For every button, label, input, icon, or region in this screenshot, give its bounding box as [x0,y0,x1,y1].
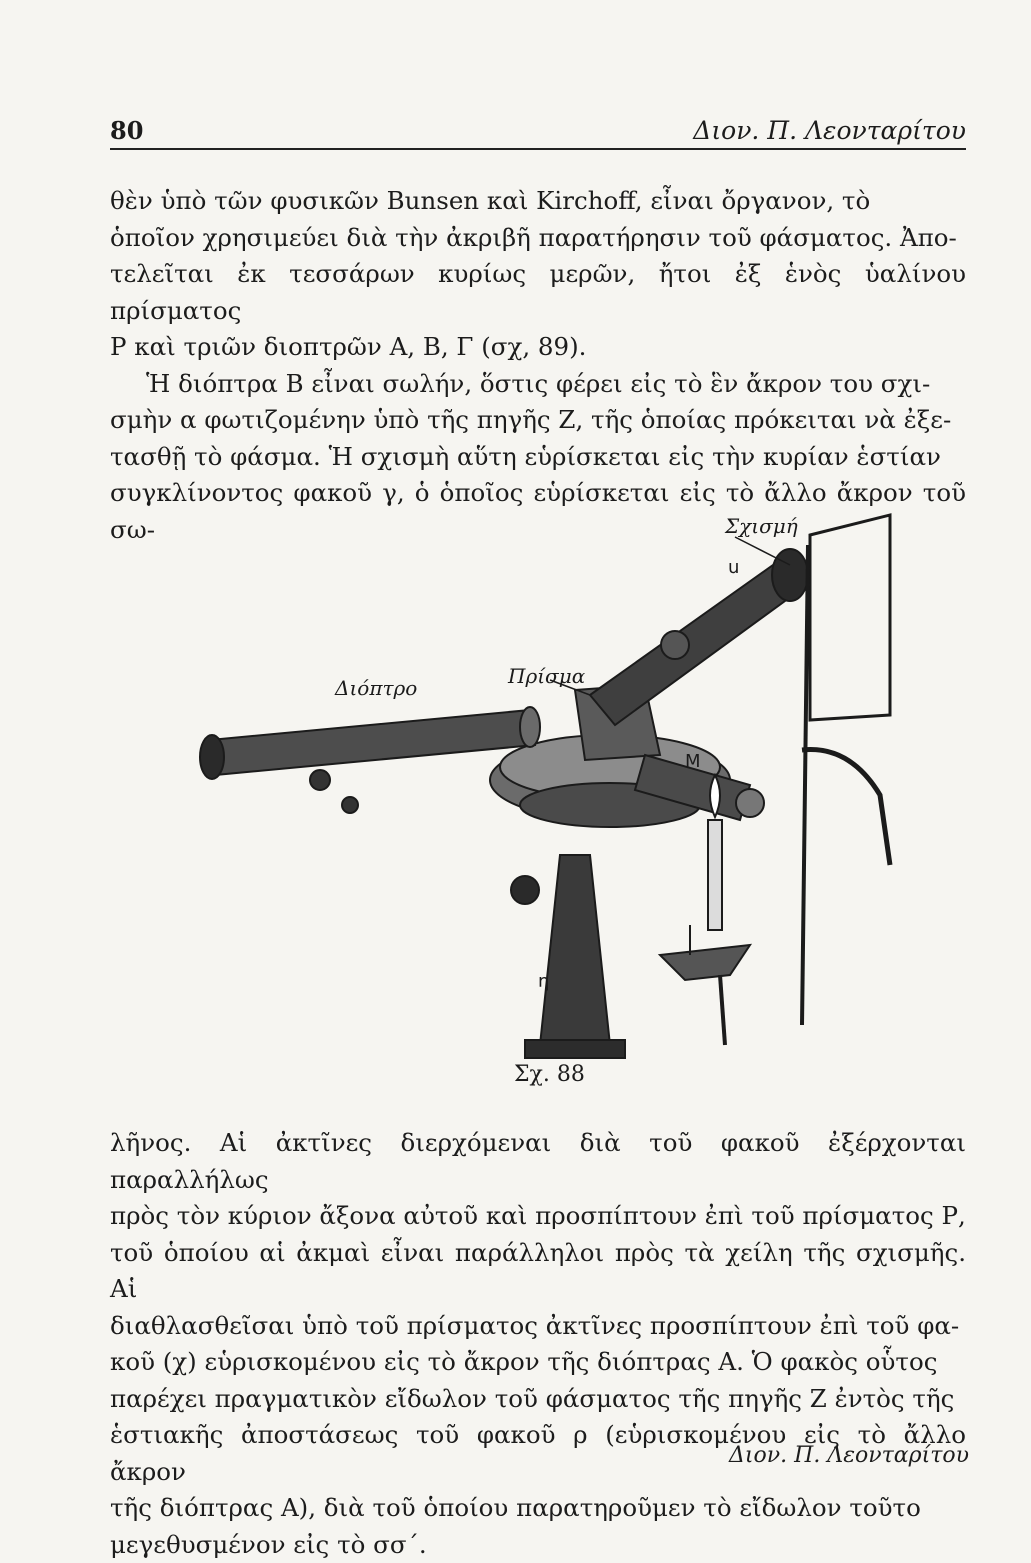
text-line: λῆνος. Αἱ ἀκτῖνες διερχόμεναι διὰ τοῦ φακοῦ ἐξέρχονται παραλλήλως [110,1125,966,1198]
slit-frame [810,515,890,720]
text-line: τῆς διόπτρας Α), διὰ τοῦ ὁποίου παρατηροῦμεν τὸ εἴδωλον τοῦτο [110,1490,966,1527]
text-line: παρέχει πραγματικὸν εἴδωλον τοῦ φάσματος τῆς πηγῆς Ζ ἐντὸς τῆς [110,1381,966,1418]
diopter-tube [210,710,535,775]
stand-column [540,855,610,1045]
author-signature: Διον. Π. Λεονταρίτου [729,1443,969,1468]
paragraph-2 [110,1125,966,1563]
text-line: ὁποῖον χρησιμεύει διὰ τὴν ἀκριβῆ παρατήρησιν τοῦ φάσματος. Ἀπο- [110,220,966,257]
candle-stand [660,925,750,980]
paragraph-1 [110,183,966,548]
text-line: συγκλίνοντος φακοῦ γ, ὁ ὁποῖος εὑρίσκεται εἰς τὸ ἄλλο ἄκρον τοῦ σω- [110,475,966,548]
stand-base [525,1040,625,1058]
spectroscope-figure [190,505,920,1065]
page-header [110,114,966,150]
candle-flame [710,775,720,817]
figure-caption: Σχ. 88 [514,1062,585,1087]
text-line: Ἡ διόπτρα Β εἶναι σωλήν, ὅστις φέρει εἰς τὸ ἓν ἄκρον του σχι- [110,366,966,403]
text-line: τασθῇ τὸ φάσμα. Ἡ σχισμὴ αὕτη εὑρίσκεται εἰς τὴν κυρίαν ἑστίαν [110,439,966,476]
text-line: θὲν ὑπὸ τῶν φυσικῶν Bunsen καὶ Kirchoff, εἶναι ὄργανον, τὸ [110,183,966,220]
candle [708,820,722,930]
text-line: τοῦ ὁποίου αἱ ἀκμαὶ εἶναι παράλληλοι πρὸς τὰ χείλη τῆς σχισμῆς. Αἱ [110,1235,966,1308]
text-line: Ρ καὶ τριῶν διοπτρῶν Α, Β, Γ (σχ, 89). [110,329,966,366]
text-line: μεγεθυσμένον εἰς τὸ σσ΄. [110,1527,966,1563]
label-eta: η [538,971,549,992]
text-line: πρὸς τὸν κύριον ἄξονα αὐτοῦ καὶ προσπίπτουν ἐπὶ τοῦ πρίσματος Ρ, [110,1198,966,1235]
text-line: κοῦ (χ) εὑρισκομένου εἰς τὸ ἄκρον τῆς διόπτρας Α. Ὁ φακὸς οὗτος [110,1344,966,1381]
running-head: Διον. Π. Λεονταρίτου [693,116,966,145]
label-diopter: Διόπτρο [334,676,417,700]
collimator-tube [590,560,800,725]
text-line: σμὴν α φωτιζομένην ὑπὸ τῆς πηγῆς Ζ, τῆς ὁποίας πρόκειται νὰ ἐξε- [110,402,966,439]
label-u: u [728,557,739,578]
text-line: ἑστιακῆς ἀποστάσεως τοῦ φακοῦ ρ (εὑρισκομένου εἰς τὸ ἄλλο ἄκρον [110,1417,966,1490]
label-m: M [685,751,701,772]
text-line: τελεῖται ἐκ τεσσάρων κυρίως μερῶν, ἤτοι ἐξ ἑνὸς ὑαλίνου πρίσματος [110,256,966,329]
page-number: 80 [110,116,143,145]
text-line: διαθλασθεῖσαι ὑπὸ τοῦ πρίσματος ἀκτῖνες προσπίπτουν ἐπὶ τοῦ φα- [110,1308,966,1345]
label-prism: Πρίσμα [507,664,586,688]
label-slit: Σχισμή [724,514,798,538]
